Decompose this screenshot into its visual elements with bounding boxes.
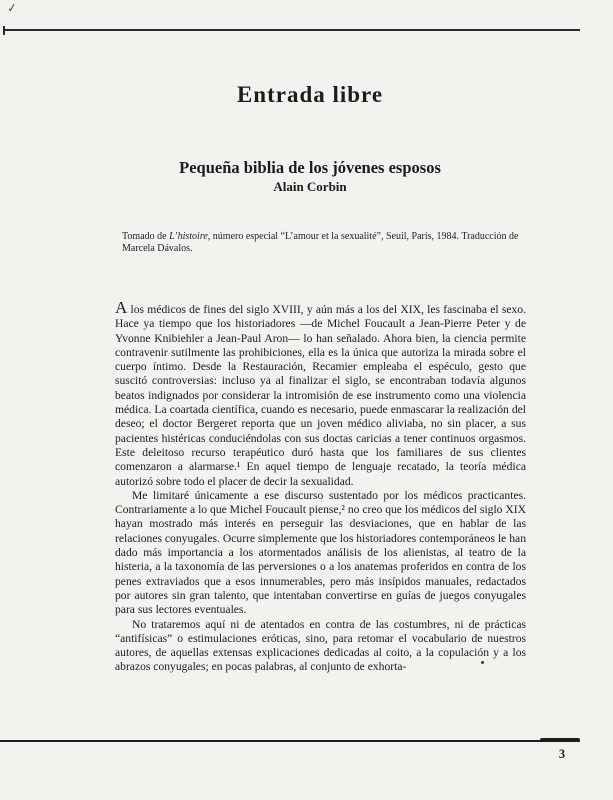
credit-source-italic: L’histoire <box>169 231 208 242</box>
article-author: Alain Corbin <box>273 179 347 194</box>
bottom-rule-end <box>540 738 580 742</box>
article-title: Pequeña biblia de los jóvenes esposos <box>179 158 441 177</box>
credit-note <box>122 231 520 254</box>
top-rule <box>4 29 580 31</box>
scan-speck <box>481 661 484 664</box>
bottom-rule <box>0 740 580 742</box>
article-body <box>115 299 526 675</box>
section-title: Entrada libre <box>236 82 384 107</box>
credit-suffix: , número especial “L’amour et la sexualité”, Seuil, París, 1984. Traducción de Marcela Dávalos. <box>122 231 519 254</box>
pen-checkmark: ✓ <box>6 0 18 16</box>
initial-capital: A <box>115 298 128 317</box>
paragraph-2: Me limitaré únicamente a ese discurso sustentado por los médicos practicantes. Contrariamente a lo que Michel Foucault piense,² no creo que los médicos del siglo XIX hayan mostrado más interés en perseguir las desviaciones, que en hablar de las relaciones conyugales. Ocurre simplemente que los historiadores contemporáneos le han dado más importancia a los atormentados análisis de los alienistas, al teatro de la histeria, a la taxonomía de las perversiones o a los anatemas proferidos en contra de los penes extraviados que a esos innumerables, pero más insípidos manuales, redactados por autores sin gran talento, que intentaban convertirse en guías de juegos conyugales para sus lectores eventuales. <box>115 488 526 617</box>
paragraph-3: No trataremos aquí ni de atentados en contra de las costumbres, ni de prácticas “antifísicas” o estimulaciones eróticas, sino, para retomar el vocabulario de nuestros autores, de aquellas extensas explicaciones dedicadas al coito, a la copulación y a los abrazos conyugales; en pocas palabras, al conjunto de exhorta- <box>115 617 526 674</box>
paragraph-1-text: los médicos de fines del siglo XVIII, y aún más a los del XIX, les fascinaba el sexo. Hace ya tiempo que los historiadores —de Michel Foucault a Jean-Pierre Peter y de Yvonne Knibiehler a Jean-Paul Aron— lo han señalado. Ahora bien, la ciencia permite contravenir sutilmente las prohibiciones, ella es la única que autoriza la mirada sobre el cuerpo íntimo. Desde la Restauración, Recamier empleaba el espéculo, gesto que suscitó controversias: incluso ya al finalizar el siglo, se encontraban todavía algunos beatos indignados por considerar la intromisión de ese instrumento como una violencia médica. La coartada científica, cuando es necesario, puede enmascarar la realización del deseo; el doctor Bergeret reporta que un joven médico aliviaba, no sin placer, a sus pacientes histéricas conduciéndolas con sus doctas caricias a tener continuos orgasmos. Este deleitoso recurso terapéutico duró hasta que los familiares de sus clientes comenzaron a alarmarse.¹ En aquel tiempo de lenguaje recatado, la teoría médica autorizó sobre todo el placer de decir la sexualidad. <box>115 303 526 488</box>
page-number: 3 <box>558 747 566 761</box>
credit-prefix: Tomado de <box>122 231 170 242</box>
paragraph-1 <box>115 299 526 489</box>
